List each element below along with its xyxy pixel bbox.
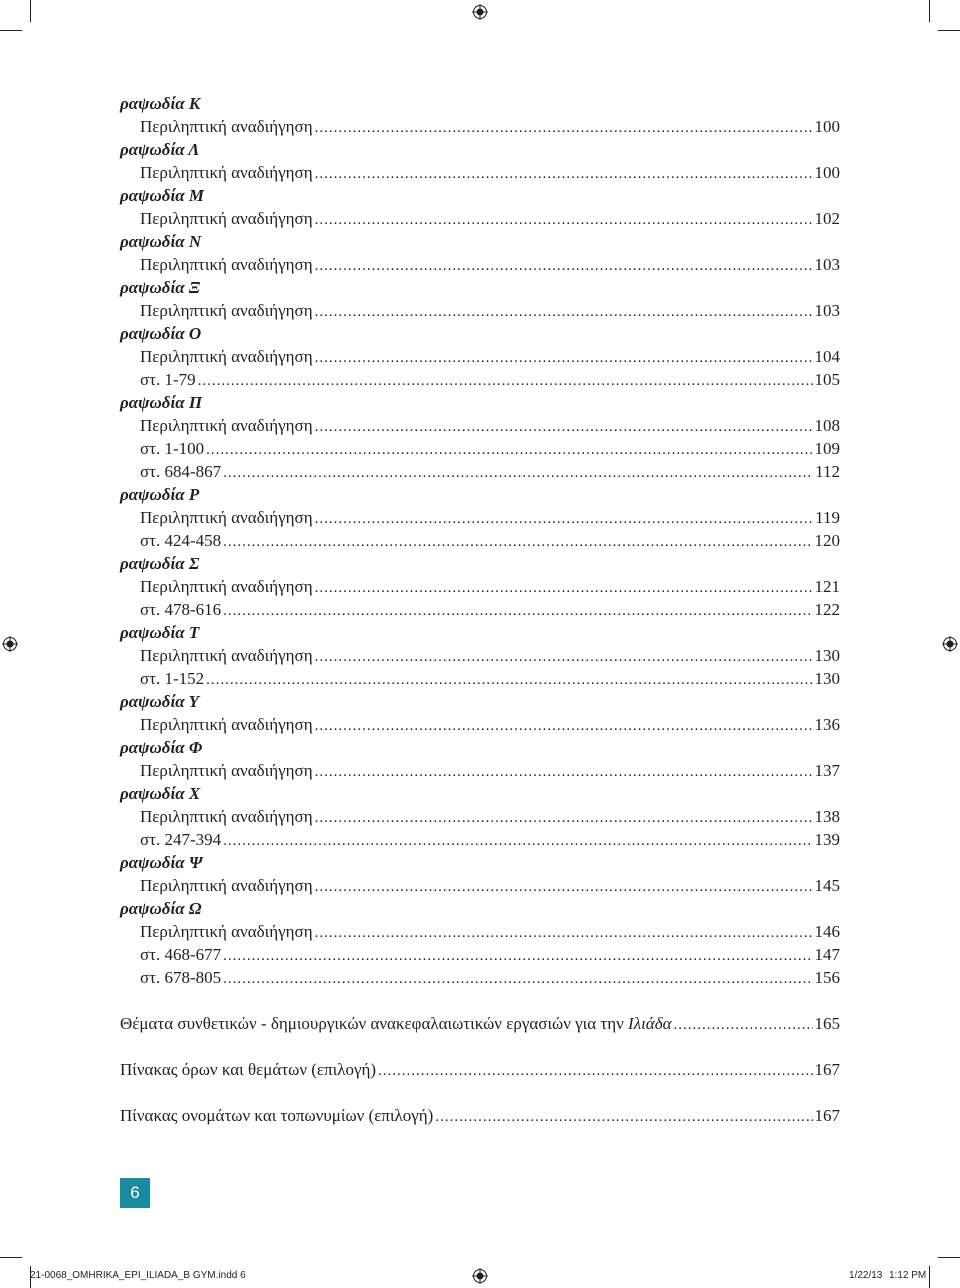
toc-entry-label: Περιληπτική αναδιήγηση [140,301,313,320]
toc-section-heading: ραψωδία Υ [120,692,199,711]
toc-entry [120,667,840,690]
toc-entry [120,644,840,667]
toc-entry-page: 104 [814,347,840,366]
toc-entry-page: 167 [814,1060,840,1079]
toc-entry-page: 165 [814,1014,840,1033]
toc-entry [120,460,840,483]
toc-entry [120,828,840,851]
toc-leader-dots [223,968,812,991]
toc-entry-page: 120 [814,531,840,550]
footer-filename: 21-0068_OMHRIKA_EPI_ILIADA_B GYM.indd 6 [30,1270,246,1281]
crop-mark-top-right-horizontal [938,30,960,31]
table-of-contents [120,92,840,1127]
toc-entry-page: 122 [814,600,840,619]
toc-leader-dots [198,370,813,393]
footer-date: 1/22/13 [849,1270,883,1281]
toc-entry [120,207,840,230]
toc-section-heading: ραψωδία Χ [120,784,201,803]
toc-entry [120,437,840,460]
page-number-badge: 6 [120,1178,150,1208]
toc-leader-dots [206,439,812,462]
toc-entry-page: 156 [814,968,840,987]
toc-leader-dots [315,117,813,140]
toc-entry-label: Περιληπτική αναδιήγηση [140,761,313,780]
registration-mark-icon [2,636,18,652]
toc-entry-label: στ. 1-79 [140,370,196,389]
registration-mark-icon [472,4,488,20]
toc-entry [120,345,840,368]
crop-mark-top-left [30,0,31,22]
toc-entry [120,529,840,552]
toc-entry-page: 167 [814,1106,840,1125]
toc-section-heading: ραψωδία Τ [120,623,200,642]
toc-entry-page: 108 [814,416,840,435]
toc-entry-label: Περιληπτική αναδιήγηση [140,163,313,182]
toc-spacer [120,989,840,1012]
toc-leader-dots [315,761,813,784]
toc-entry [120,115,840,138]
toc-entry [120,943,840,966]
toc-leader-dots [315,163,813,186]
toc-entry [120,506,840,529]
toc-section-heading: ραψωδία Ω [120,899,202,918]
toc-entry-page: 109 [814,439,840,458]
toc-section-heading: ραψωδία Σ [120,554,200,573]
toc-entry-topics [120,1012,840,1035]
toc-entry-page: 121 [814,577,840,596]
toc-entry-label: Πίνακας ονομάτων και τοπωνυμίων (επιλογή) [120,1106,434,1125]
toc-entry-label: Περιληπτική αναδιήγηση [140,209,313,228]
toc-entry-page: 103 [814,301,840,320]
crop-mark-bottom-left-horizontal [0,1257,22,1258]
crop-mark-top-right [929,0,930,22]
toc-entry [120,299,840,322]
toc-leader-dots [223,945,812,968]
toc-entry [120,713,840,736]
toc-leader-dots [223,462,813,485]
toc-entry [120,598,840,621]
toc-entry [120,759,840,782]
toc-leader-dots [315,922,813,945]
toc-entry-label: Πίνακας όρων και θεμάτων (επιλογή) [120,1060,377,1079]
toc-entry-page: 105 [814,370,840,389]
toc-leader-dots [315,416,813,439]
toc-entry-page: 138 [814,807,840,826]
toc-entry-page: 103 [814,255,840,274]
toc-entry [120,920,840,943]
toc-entry-names-index [120,1104,840,1127]
toc-entry [120,966,840,989]
toc-entry-label: στ. 468-677 [140,945,222,964]
toc-leader-dots [206,669,812,692]
toc-leader-dots [223,531,812,554]
toc-entry [120,253,840,276]
toc-leader-dots [315,715,813,738]
toc-entry-label: Περιληπτική αναδιήγηση [140,646,313,665]
toc-entry-label: Περιληπτική αναδιήγηση [140,807,313,826]
toc-entry-label: στ. 424-458 [140,531,222,550]
toc-entry [120,874,840,897]
toc-leader-dots [315,508,814,531]
toc-entry-label: στ. 247-394 [140,830,222,849]
toc-leader-dots [315,347,813,370]
toc-entry-label: στ. 678-805 [140,968,222,987]
toc-leader-dots [315,209,813,232]
toc-section-heading: ραψωδία Π [120,393,203,412]
toc-entry-label: Περιληπτική αναδιήγηση [140,715,313,734]
toc-section-heading: ραψωδία Κ [120,94,201,113]
toc-entry-page: 146 [814,922,840,941]
toc-entry-page: 139 [814,830,840,849]
toc-section-heading: ραψωδία Ν [120,232,202,251]
toc-entry-page: 137 [814,761,840,780]
toc-section-heading: ραψωδία Ρ [120,485,200,504]
toc-entry-page: 145 [814,876,840,895]
toc-leader-dots [378,1060,812,1083]
toc-leader-dots [674,1014,813,1037]
registration-mark-icon [942,636,958,652]
toc-leader-dots [315,646,813,669]
toc-entry-page: 100 [814,163,840,182]
toc-entry [120,368,840,391]
toc-leader-dots [315,577,813,600]
toc-entry-label: Περιληπτική αναδιήγηση [140,117,313,136]
toc-entry [120,575,840,598]
toc-entry-label: Περιληπτική αναδιήγηση [140,347,313,366]
toc-entry [120,414,840,437]
toc-entry-label: στ. 478-616 [140,600,222,619]
toc-entry-label: Περιληπτική αναδιήγηση [140,876,313,895]
print-slug-footer [0,1270,960,1284]
toc-leader-dots [435,1106,812,1129]
toc-entry-label: Περιληπτική αναδιήγηση [140,577,313,596]
toc-entry-terms-index [120,1058,840,1081]
toc-leader-dots [223,600,812,623]
toc-entry-label: στ. 1-100 [140,439,205,458]
toc-entry-page: 112 [815,462,840,481]
toc-entry-label: Περιληπτική αναδιήγηση [140,922,313,941]
toc-leader-dots [315,807,813,830]
toc-section-heading: ραψωδία Λ [120,140,200,159]
toc-leader-dots [315,301,813,324]
toc-leader-dots [315,876,813,899]
toc-entry-page: 130 [814,669,840,688]
toc-entry [120,161,840,184]
toc-leader-dots [315,255,813,278]
toc-entry-label: Περιληπτική αναδιήγηση [140,508,313,527]
toc-entry-label: στ. 684-867 [140,462,222,481]
toc-entry-page: 130 [814,646,840,665]
toc-section-heading: ραψωδία Φ [120,738,203,757]
footer-time: 1:12 PM [889,1270,927,1281]
toc-entry [120,805,840,828]
toc-entry-page: 102 [814,209,840,228]
toc-section-heading: ραψωδία Ο [120,324,202,343]
toc-entry-page: 100 [814,117,840,136]
crop-mark-top-left-horizontal [0,30,22,31]
toc-section-heading: ραψωδία Ψ [120,853,203,872]
toc-section-heading: ραψωδία Ξ [120,278,201,297]
crop-mark-bottom-right-horizontal [938,1257,960,1258]
toc-entry-label: στ. 1-152 [140,669,205,688]
toc-entry-page: 119 [815,508,840,527]
toc-entry-label: Θέματα συνθετικών - δημιουργικών ανακεφαλαιωτικών εργασιών για την Ιλιάδα [120,1014,672,1033]
toc-entry-page: 136 [814,715,840,734]
toc-list [120,92,840,989]
toc-entry-label: Περιληπτική αναδιήγηση [140,255,313,274]
toc-section-heading: ραψωδία Μ [120,186,205,205]
toc-leader-dots [223,830,812,853]
toc-entry-page: 147 [814,945,840,964]
toc-entry-label: Περιληπτική αναδιήγηση [140,416,313,435]
